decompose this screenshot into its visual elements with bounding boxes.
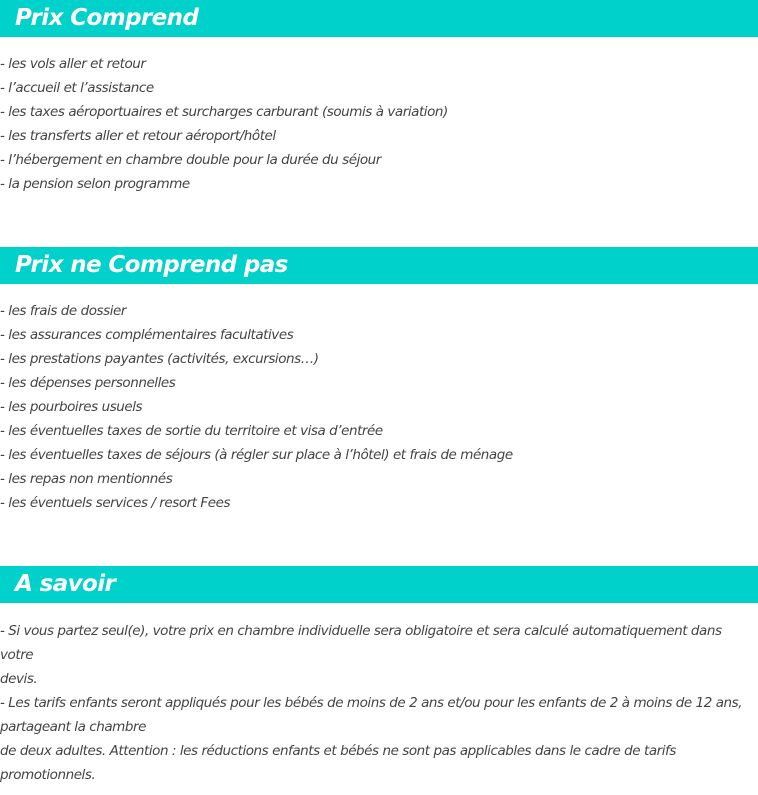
list-item: - les éventuelles taxes de sortie du territoire et visa d’entrée	[0, 423, 383, 439]
list-item: - l’hébergement en chambre double pour la durée du séjour	[0, 152, 381, 168]
section-header-a-savoir: A savoir	[0, 566, 758, 603]
note-line: partageant la chambre	[0, 719, 146, 735]
list-item: - les taxes aéroportuaires et surcharges carburant (soumis à variation)	[0, 104, 448, 120]
note-line: - Si vous partez seul(e), votre prix en chambre individuelle sera obligatoire et sera calculé automatiquement dans votre	[0, 623, 722, 663]
included-list	[0, 52, 758, 196]
list-item: - les transferts aller et retour aéroport/hôtel	[0, 128, 276, 144]
list-item: - les pourboires usuels	[0, 399, 143, 415]
section-header-prix-comprend: Prix Comprend	[0, 0, 758, 37]
list-item: - les éventuels services / resort Fees	[0, 495, 231, 511]
section-header-prix-ne-comprend-pas: Prix ne Comprend pas	[0, 247, 758, 284]
note-line: de deux adultes. Attention : les réductions enfants et bébés ne sont pas applicables dans le cadre de tarifs promotionnels.	[0, 743, 676, 783]
list-item: - les éventuelles taxes de séjours (à régler sur place à l’hôtel) et frais de ménage	[0, 447, 513, 463]
list-item: - l’accueil et l’assistance	[0, 80, 154, 96]
list-item: - les assurances complémentaires facultatives	[0, 327, 294, 343]
list-item: - les dépenses personnelles	[0, 375, 176, 391]
note-line: devis.	[0, 671, 38, 687]
list-item: - les repas non mentionnés	[0, 471, 173, 487]
note-line: - Les tarifs enfants seront appliqués pour les bébés de moins de 2 ans et/ou pour les enfants de 2 à moins de 12 ans,	[0, 695, 743, 711]
a-savoir-notes	[0, 619, 758, 787]
list-item: - les prestations payantes (activités, excursions…)	[0, 351, 319, 367]
list-item: - les frais de dossier	[0, 303, 126, 319]
list-item: - la pension selon programme	[0, 176, 190, 192]
excluded-list	[0, 299, 758, 515]
list-item: - les vols aller et retour	[0, 56, 146, 72]
